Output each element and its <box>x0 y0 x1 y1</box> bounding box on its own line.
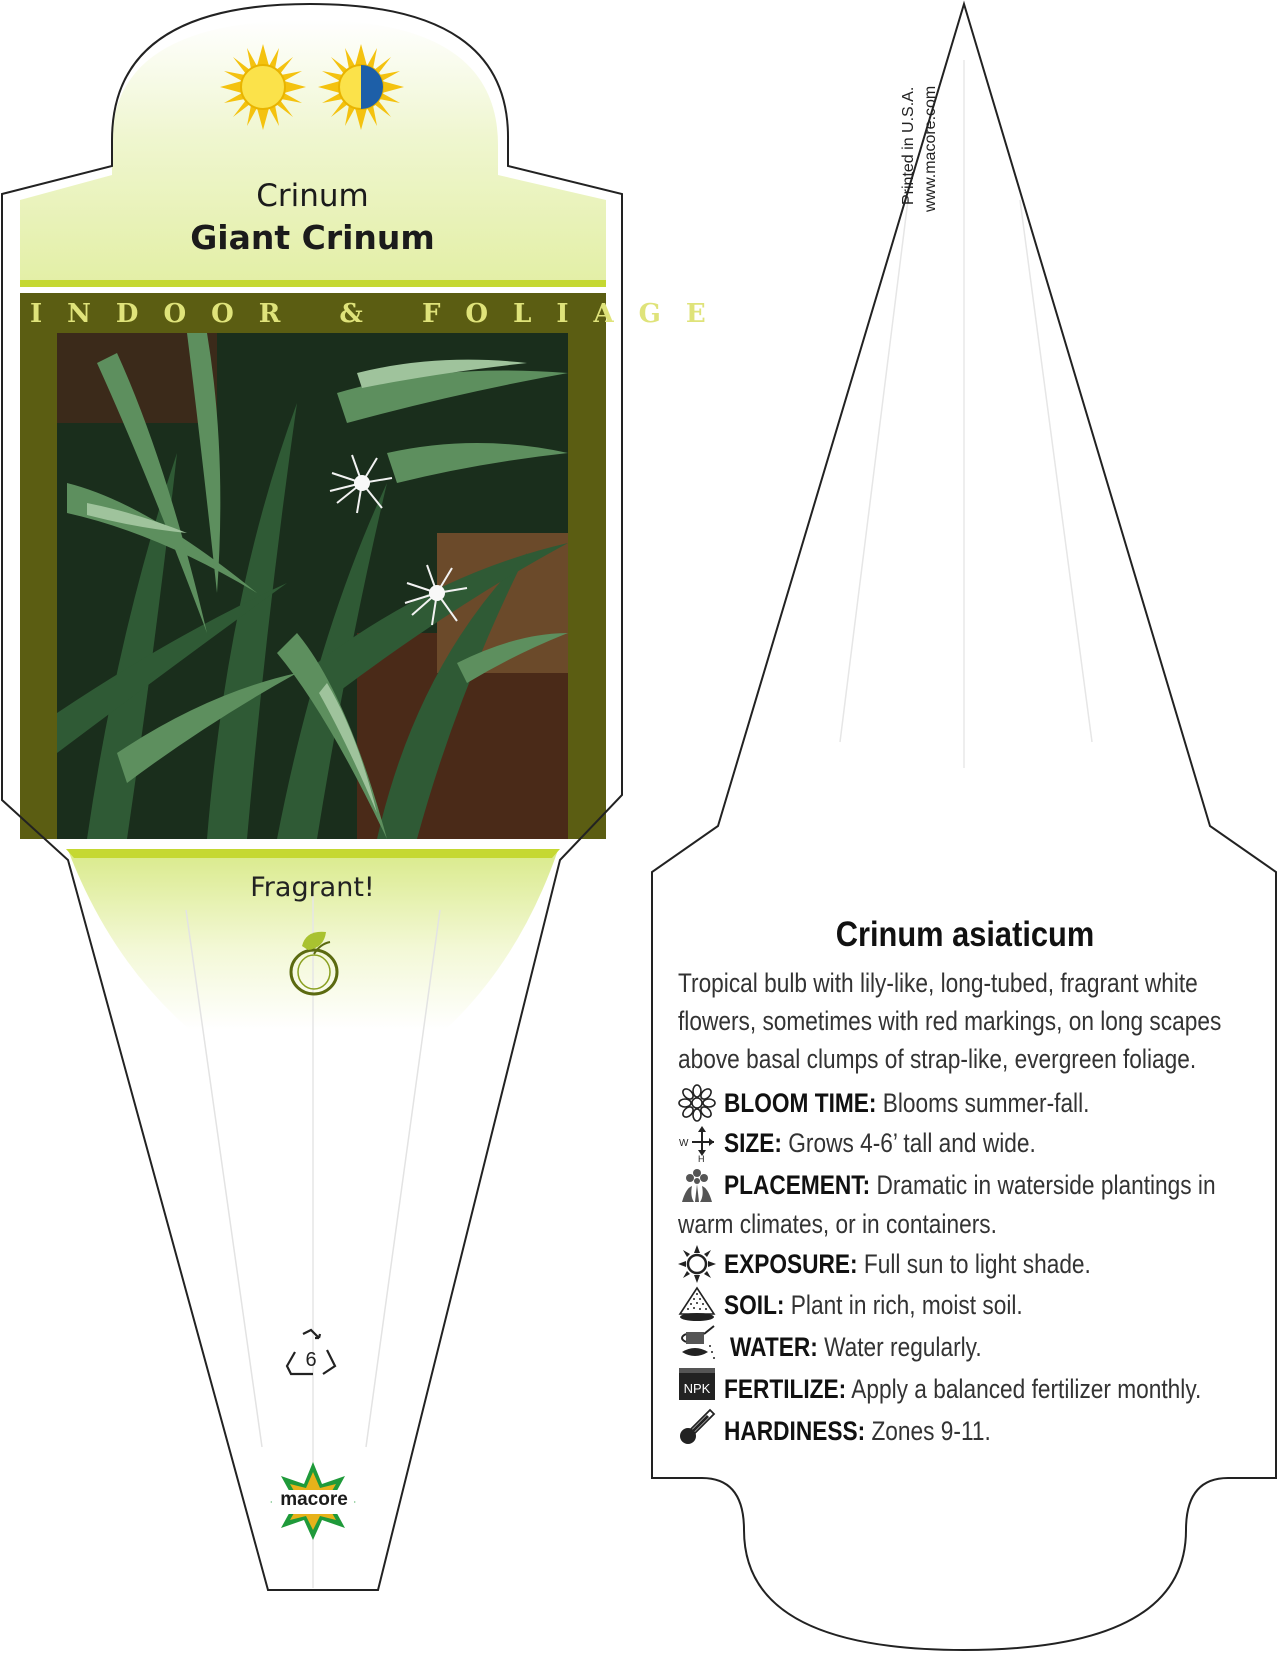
care-row-water <box>730 1328 1277 1366</box>
printed-in: Printed in U.S.A. <box>900 86 917 205</box>
npk-badge: NPK <box>683 1381 711 1396</box>
care-text: Full sun to light shade. <box>863 1249 1091 1279</box>
fragrance-icon <box>286 928 342 998</box>
common-name: Giant Crinum <box>190 218 435 257</box>
care-row-placement <box>724 1166 1277 1204</box>
care-row-placement-cont <box>678 1205 1277 1243</box>
flower-icon <box>678 1084 716 1122</box>
npk-icon <box>678 1366 716 1404</box>
care-row-fertilize <box>724 1370 1277 1408</box>
care-text: Zones 9-11. <box>871 1416 991 1446</box>
description <box>678 964 1238 1078</box>
care-label: WATER: <box>730 1332 818 1362</box>
front-lime-stripe <box>20 280 606 287</box>
recycle-code: 6 <box>305 1349 317 1371</box>
feature-text: Fragrant! <box>250 872 375 903</box>
watering-can-icon <box>678 1322 716 1360</box>
care-text: Apply a balanced fertilizer monthly. <box>851 1374 1202 1404</box>
placement-icon <box>678 1166 716 1204</box>
description-line: Tropical bulb with lily-like, long-tubed, fragrant white <box>678 968 1198 998</box>
care-label: HARDINESS: <box>724 1416 866 1446</box>
care-text: warm climates, or in containers. <box>678 1209 997 1239</box>
website: www.macore.com <box>922 85 939 212</box>
recycle-icon <box>283 1328 339 1378</box>
care-row-exposure <box>724 1245 1277 1283</box>
care-label: FERTILIZE: <box>724 1374 847 1404</box>
printer-info <box>900 50 950 220</box>
care-label: SIZE: <box>724 1128 782 1158</box>
part-sun-icon <box>318 44 404 130</box>
care-label: EXPOSURE: <box>724 1249 858 1279</box>
care-text: Blooms summer-fall. <box>882 1088 1090 1118</box>
care-row-bloom <box>724 1084 1277 1122</box>
brand-name: macore <box>280 1489 348 1510</box>
plant-photo <box>57 333 568 839</box>
front-lime-chevron <box>66 849 560 858</box>
full-sun-icon <box>220 44 306 130</box>
care-label: BLOOM TIME: <box>724 1088 877 1118</box>
care-label: SOIL: <box>724 1290 785 1320</box>
care-text: Grows 4-6’ tall and wide. <box>788 1128 1036 1158</box>
description-line: above basal clumps of strap-like, evergreen foliage. <box>678 1044 1197 1074</box>
care-row-hardiness <box>724 1412 1277 1450</box>
size-h: H <box>698 1154 705 1162</box>
size-icon <box>678 1124 716 1162</box>
care-label: PLACEMENT: <box>724 1170 871 1200</box>
care-text: Dramatic in waterside plantings in <box>876 1170 1216 1200</box>
scientific-name: Crinum asiaticum <box>835 915 1095 954</box>
care-text: Plant in rich, moist soil. <box>790 1290 1023 1320</box>
care-row-size <box>724 1124 1277 1162</box>
description-line: flowers, sometimes with red markings, on long scapes <box>678 1006 1222 1036</box>
size-w: W <box>679 1138 689 1149</box>
care-text: Water regularly. <box>824 1332 982 1362</box>
soil-icon <box>678 1284 716 1322</box>
sun-icon <box>678 1245 716 1283</box>
care-row-soil <box>724 1286 1277 1324</box>
category-label: INDOOR & FOLIAGE <box>30 299 731 329</box>
genus-name: Crinum <box>256 178 369 214</box>
thermometer-icon <box>678 1406 716 1444</box>
